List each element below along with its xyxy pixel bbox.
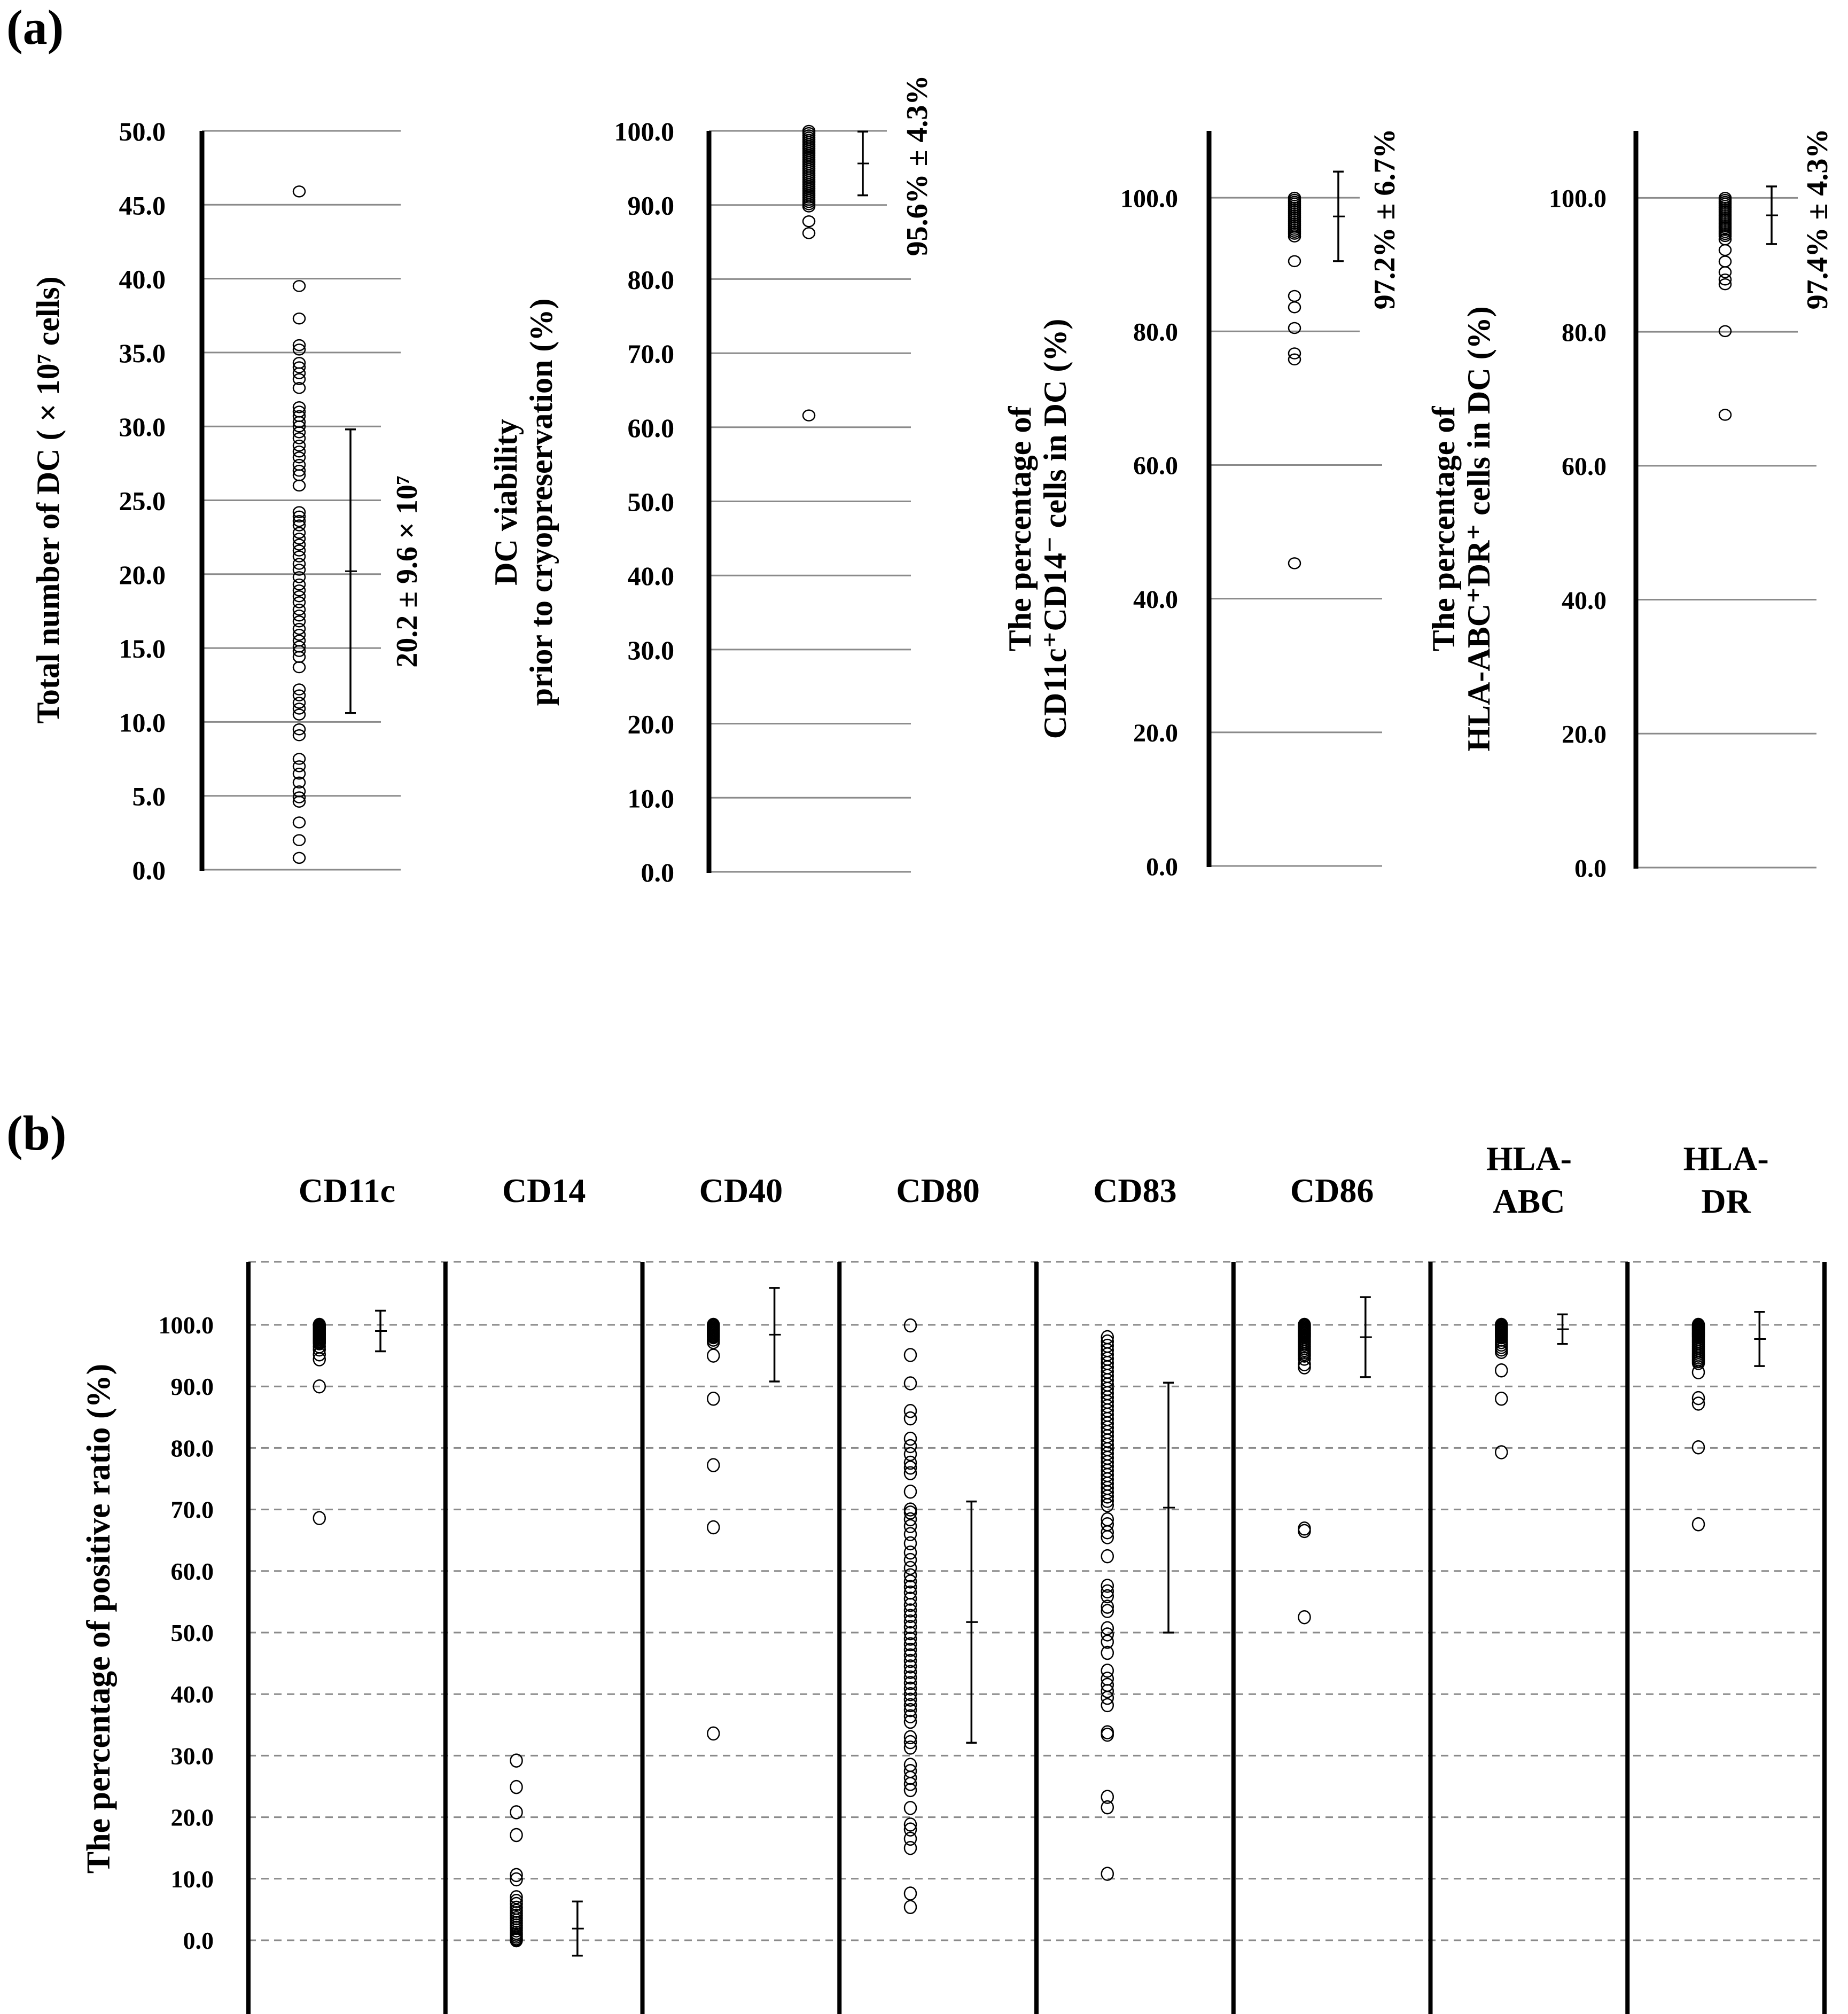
y-tick-label: 40.0 (1133, 585, 1178, 614)
category-header: CD86 (1290, 1172, 1374, 1209)
mean-sd-annotation: 97.4% ± 4.3% (1801, 128, 1834, 310)
panel-a-label: (a) (6, 0, 64, 54)
chart-b (81, 1139, 1824, 2014)
mean-sd-annotation: 97.2% ± 6.7% (1368, 128, 1401, 310)
category-header: ABC (1493, 1182, 1565, 1220)
data-point (1299, 1611, 1311, 1623)
data-point (1719, 410, 1731, 420)
y-tick-label: 40.0 (1562, 586, 1607, 615)
data-point (707, 1727, 719, 1740)
category-cd83 (1093, 1172, 1176, 1880)
y-tick-label: 45.0 (119, 190, 166, 221)
y-tick-label: 15.0 (119, 634, 166, 664)
category-header: CD11c (298, 1172, 396, 1209)
data-point (1719, 245, 1731, 255)
data-point (293, 480, 305, 491)
data-point (1102, 1550, 1113, 1563)
data-point (803, 216, 815, 227)
data-point (803, 410, 815, 421)
chart-a1 (30, 116, 424, 885)
data-point (1289, 302, 1300, 313)
y-tick-label: 90.0 (170, 1373, 214, 1401)
y-tick-label: 80.0 (1562, 318, 1607, 347)
y-axis-label: The percentage of (1426, 406, 1461, 652)
y-axis-label: DC viability (488, 419, 524, 586)
data-point (293, 186, 305, 197)
y-axis-label: HLA-ABC⁺DR⁺ cells in DC (%) (1461, 306, 1496, 752)
data-point (511, 1781, 523, 1793)
y-tick-label: 100.0 (1549, 184, 1607, 213)
data-point (511, 1829, 523, 1841)
data-point (904, 1554, 916, 1566)
y-tick-label: 30.0 (170, 1742, 214, 1770)
y-axis-label: CD11c⁺CD14⁻ cells in DC (%) (1038, 318, 1073, 739)
y-axis-label: The percentage of positive ratio (%) (81, 1363, 117, 1874)
data-point (293, 313, 305, 324)
y-tick-label: 40.0 (170, 1681, 214, 1708)
data-point (293, 835, 305, 846)
category-header: HLA- (1683, 1139, 1769, 1177)
y-tick-label: 0.0 (641, 857, 674, 887)
data-point (1299, 1361, 1311, 1373)
y-tick-label: 80.0 (1133, 318, 1178, 347)
data-point (904, 1715, 916, 1728)
y-tick-label: 100.0 (158, 1312, 214, 1339)
y-tick-label: 60.0 (170, 1557, 214, 1585)
y-tick-label: 0.0 (132, 855, 166, 885)
y-tick-label: 20.0 (170, 1804, 214, 1831)
y-tick-label: 40.0 (627, 561, 674, 591)
category-header: CD80 (896, 1172, 980, 1209)
mean-sd-annotation: 20.2 ± 9.6 × 10⁷ (391, 475, 424, 668)
data-point (904, 1801, 916, 1814)
y-axis-label: The percentage of (1002, 406, 1038, 652)
data-point (707, 1392, 719, 1405)
category-cd86 (1290, 1172, 1374, 1623)
chart-a3 (1002, 129, 1401, 881)
y-tick-label: 0.0 (183, 1927, 214, 1954)
category-header: CD40 (699, 1172, 783, 1209)
y-tick-label: 80.0 (627, 264, 674, 295)
y-tick-label: 0.0 (1146, 853, 1178, 881)
y-tick-label: 80.0 (170, 1434, 214, 1462)
data-point (904, 1404, 916, 1417)
y-tick-label: 90.0 (627, 190, 674, 221)
data-point (511, 1754, 523, 1767)
y-tick-label: 60.0 (627, 412, 674, 443)
data-point (707, 1521, 719, 1534)
data-point (1289, 256, 1300, 267)
category-hla-abc (1486, 1139, 1572, 1458)
y-tick-label: 0.0 (1574, 854, 1607, 883)
y-axis-label: prior to cryopreservation (%) (524, 298, 559, 706)
category-cd40 (699, 1172, 783, 1740)
y-tick-label: 60.0 (1562, 452, 1607, 481)
data-point (803, 228, 815, 238)
y-axis-label: Total number of DC ( × 10⁷ cells) (30, 276, 66, 724)
panel-b-label: (b) (6, 1106, 67, 1160)
category-header: HLA- (1486, 1139, 1572, 1177)
y-tick-label: 35.0 (119, 338, 166, 368)
data-point (1102, 1868, 1113, 1880)
y-tick-label: 10.0 (119, 707, 166, 738)
data-point (1693, 1518, 1704, 1531)
y-tick-label: 100.0 (1120, 184, 1178, 213)
y-tick-label: 70.0 (627, 339, 674, 369)
data-point (1102, 1664, 1113, 1677)
data-point (293, 662, 305, 673)
category-header: CD83 (1093, 1172, 1177, 1209)
data-point (904, 1485, 916, 1498)
y-tick-label: 10.0 (170, 1865, 214, 1893)
data-point (1495, 1364, 1507, 1377)
data-point (1289, 291, 1300, 301)
data-point (1693, 1392, 1704, 1404)
data-point (1693, 1397, 1704, 1410)
y-tick-label: 5.0 (132, 781, 166, 811)
y-tick-label: 20.0 (1133, 719, 1178, 748)
data-point (707, 1349, 719, 1362)
data-point (904, 1581, 916, 1594)
category-cd80 (896, 1172, 979, 1914)
y-tick-label: 50.0 (119, 116, 166, 146)
y-tick-label: 30.0 (119, 412, 166, 442)
data-point (1495, 1446, 1507, 1458)
category-header: DR (1701, 1182, 1751, 1220)
data-point (293, 853, 305, 863)
data-point (904, 1432, 916, 1445)
y-tick-label: 30.0 (627, 635, 674, 665)
y-tick-label: 20.0 (119, 559, 166, 590)
data-point (293, 817, 305, 828)
y-tick-label: 50.0 (627, 487, 674, 517)
data-point (904, 1440, 916, 1453)
chart-a4 (1426, 129, 1834, 883)
data-point (1495, 1392, 1507, 1405)
data-point (511, 1806, 523, 1818)
data-point (904, 1562, 916, 1574)
y-tick-label: 40.0 (119, 264, 166, 294)
data-point (314, 1512, 325, 1525)
data-point (1719, 256, 1731, 267)
data-point (904, 1546, 916, 1559)
data-point (1102, 1699, 1113, 1712)
y-tick-label: 20.0 (1562, 720, 1607, 749)
data-point (904, 1901, 916, 1914)
data-point (1289, 558, 1300, 568)
y-tick-label: 10.0 (627, 783, 674, 814)
data-point (1289, 348, 1300, 359)
y-tick-label: 25.0 (119, 486, 166, 516)
data-point (904, 1412, 916, 1425)
data-point (1289, 354, 1300, 365)
y-tick-label: 60.0 (1133, 451, 1178, 480)
mean-sd-annotation: 95.6% ± 4.3% (901, 75, 934, 256)
y-tick-label: 20.0 (627, 709, 674, 739)
data-point (904, 1841, 916, 1854)
data-point (293, 280, 305, 291)
y-tick-label: 70.0 (170, 1496, 214, 1524)
category-cd11c (299, 1172, 395, 1525)
y-tick-label: 50.0 (170, 1619, 214, 1646)
chart-a2 (488, 75, 934, 887)
data-point (707, 1459, 719, 1472)
data-point (904, 1377, 916, 1389)
category-hla-dr (1683, 1139, 1769, 1531)
category-cd14 (502, 1172, 586, 1956)
data-point (904, 1887, 916, 1900)
data-point (904, 1348, 916, 1361)
y-tick-label: 100.0 (614, 116, 674, 146)
category-header: CD14 (502, 1172, 586, 1209)
